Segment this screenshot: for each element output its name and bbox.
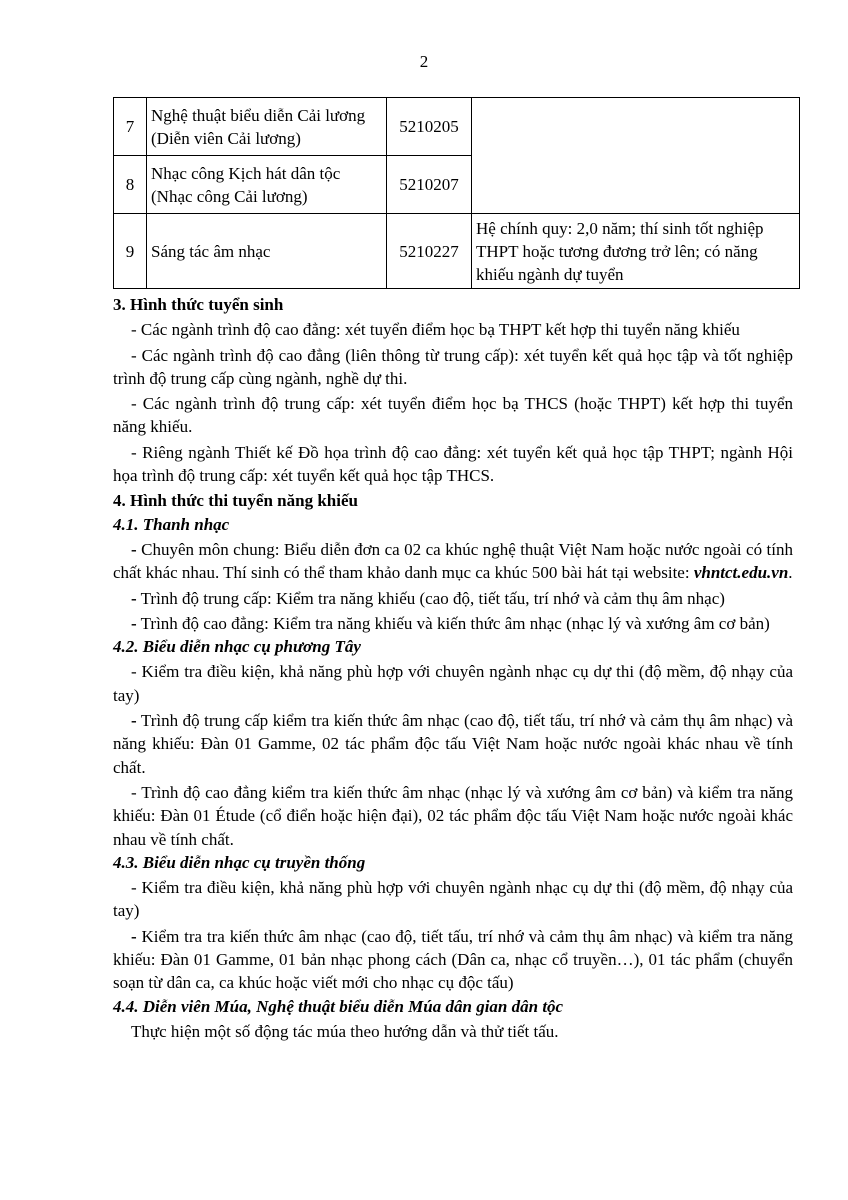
bullet-dash: - (131, 711, 137, 731)
paragraph-text: Trình độ cao đẳng: Kiểm tra năng khiếu và kiến thức âm nhạc (nhạc lý và xướng âm cơ bản) (136, 613, 770, 633)
paragraph-text: Trình độ trung cấp kiểm tra kiến thức âm nhạc (cao độ, tiết tấu, trí nhớ và cảm thụ âm nhạc) và năng khiếu: Đàn 01 Gamme, 02 tác phẩm độc tấu Việt Nam hoặc nước ngoài khác nhau về tính chất. (113, 711, 793, 777)
programs-table (113, 97, 800, 289)
program-code: 5210207 (387, 156, 472, 214)
paragraph: - Kiểm tra điều kiện, khả năng phù hợp với chuyên ngành nhạc cụ dự thi (độ mềm, độ nhạy của tay) (113, 662, 793, 705)
section-heading: 3. Hình thức tuyển sinh (113, 295, 284, 314)
table-row (114, 98, 800, 156)
paragraph: - Riêng ngành Thiết kế Đồ họa trình độ cao đẳng: xét tuyển kết quả học tập THPT; ngành Hội họa trình độ trung cấp: xét tuyển kết quả học tập THCS. (113, 442, 793, 486)
paragraph-text: Kiểm tra tra kiến thức âm nhạc (cao độ, tiết tấu, trí nhớ và cảm thụ âm nhạc) và kiểm tra năng khiếu: Đàn 01 Gamme, 01 bản nhạc phong cách (Dân ca, nhạc cổ truyền…), 01 tác phẩm (chuyển soạn từ dân ca, ca khúc hoặc viết mới cho nhạc cụ độc tấu) (113, 926, 793, 993)
row-number: 8 (114, 156, 147, 214)
paragraph-text: Chuyên môn chung: Biểu diễn đơn ca 02 ca khúc nghệ thuật Việt Nam hoặc nước ngoài có tính chất khác nhau. Thí sinh có thể tham khảo danh mục ca khúc 500 bài hát tại website: (113, 539, 793, 583)
subsection-heading: 4.1. Thanh nhạc (113, 514, 230, 534)
paragraph (113, 709, 793, 779)
paragraph: - Các ngành trình độ cao đẳng (liên thông từ trung cấp): xét tuyển kết quả học tập và tốt nghiệp trình độ trung cấp cùng ngành, nghề dự thi. (113, 345, 793, 388)
website-link[interactable]: vhntct.edu.vn (693, 563, 789, 583)
program-name-line: Nghệ thuật biểu diễn Cải lương (151, 105, 366, 125)
page-number: 2 (419, 52, 429, 71)
program-name (147, 156, 387, 214)
paragraph-end: . (788, 563, 793, 583)
subsection-heading: 4.4. Diễn viên Múa, Nghệ thuật biểu diễn Múa dân gian dân tộc (113, 996, 564, 1016)
program-code: 5210205 (387, 98, 472, 156)
document-body (113, 293, 793, 1043)
bullet-dash: - (131, 926, 137, 946)
requirement-cell-empty (472, 98, 800, 214)
requirement-line: khiếu ngành dự tuyển (476, 264, 624, 284)
program-name-line: (Diễn viên Cải lương) (151, 128, 301, 148)
paragraph (113, 538, 793, 585)
program-name (147, 214, 387, 289)
program-code: 5210227 (387, 214, 472, 289)
bullet-dash: - (131, 539, 137, 559)
paragraph (113, 587, 793, 610)
row-number: 9 (114, 214, 147, 289)
section-heading: 4. Hình thức thi tuyển năng khiếu (113, 491, 358, 511)
paragraph: Thực hiện một số động tác múa theo hướng dẫn và thử tiết tấu. (131, 1021, 559, 1041)
program-name-line: Sáng tác âm nhạc (151, 241, 271, 261)
row-number: 7 (114, 98, 147, 156)
paragraph: - Trình độ cao đẳng kiểm tra kiến thức âm nhạc (nhạc lý và xướng âm cơ bản) và kiểm tra năng khiếu: Đàn 01 Étude (cổ điển hoặc hiện đại), 02 tác phẩm độc tấu Việt Nam hoặc nước ngoài khác nhau về tính chất. (113, 782, 793, 849)
subsection-heading: 4.3. Biểu diễn nhạc cụ truyền thống (113, 852, 366, 872)
program-name-line: Nhạc công Kịch hát dân tộc (151, 163, 341, 183)
bullet-dash: - (131, 588, 137, 608)
bullet-dash: - (131, 613, 137, 633)
table-row (114, 214, 800, 289)
program-requirement (472, 214, 800, 289)
requirement-line: Hệ chính quy: 2,0 năm; thí sinh tốt nghiệp (476, 218, 764, 238)
requirement-line: THPT hoặc tương đương trở lên; có năng (476, 241, 758, 261)
paragraph (113, 612, 793, 635)
paragraph: - Các ngành trình độ trung cấp: xét tuyển điểm học bạ THCS (hoặc THPT) kết hợp thi tuyển năng khiếu. (113, 394, 793, 437)
program-name-line: (Nhạc công Cải lương) (151, 186, 308, 206)
program-name (147, 98, 387, 156)
paragraph (113, 925, 793, 995)
paragraph: - Kiểm tra điều kiện, khả năng phù hợp với chuyên ngành nhạc cụ dự thi (độ mềm, độ nhạy của tay) (113, 878, 793, 921)
paragraph-text: Trình độ trung cấp: Kiểm tra năng khiếu (cao độ, tiết tấu, trí nhớ và cảm thụ âm nhạc) (136, 588, 725, 608)
subsection-heading: 4.2. Biểu diễn nhạc cụ phương Tây (113, 637, 361, 657)
paragraph: - Các ngành trình độ cao đẳng: xét tuyển điểm học bạ THPT kết hợp thi tuyển năng khiếu (131, 320, 740, 340)
